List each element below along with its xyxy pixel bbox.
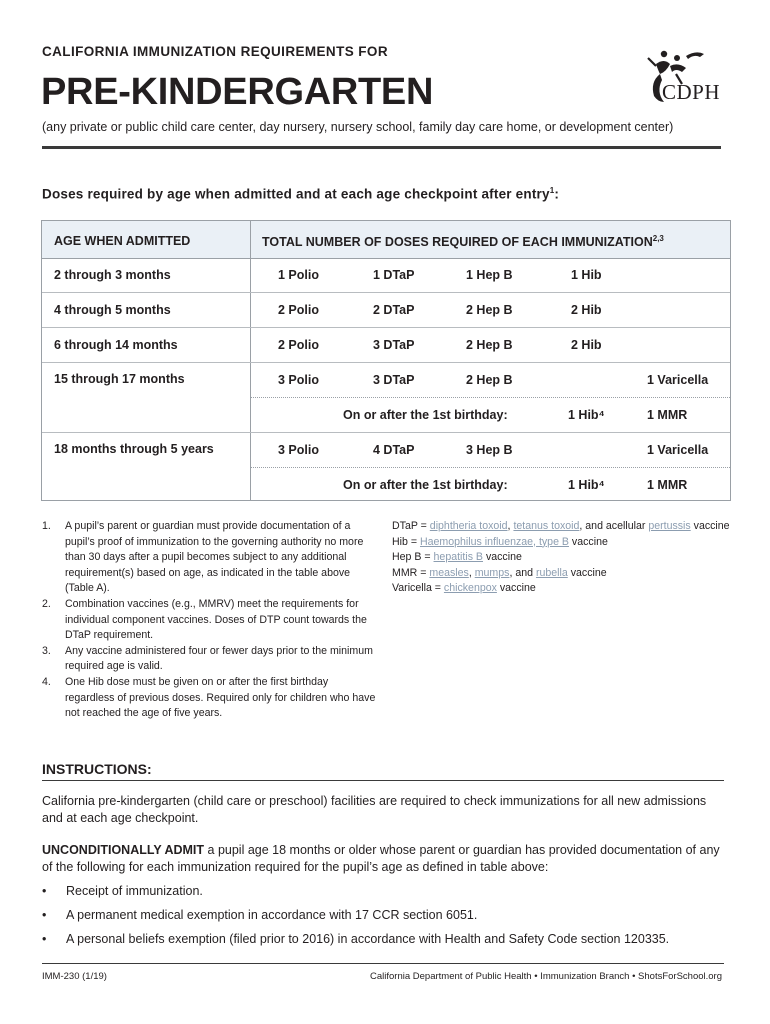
column-header-total-text: TOTAL NUMBER OF DOSES REQUIRED OF EACH IMMUNIZATION	[262, 235, 653, 250]
admit-text: a pupil age 18 months or older whose parent or guardian has provided documentation of any of the following for each immunization required for the pupil’s age as defined in table above:	[42, 843, 720, 874]
footnote-item	[40, 644, 380, 675]
exemption-list	[42, 883, 722, 955]
doses-heading-footnote: 1	[549, 186, 555, 195]
row-age: 6 through 14 months	[54, 338, 178, 352]
logo-wordmark: CDPH	[662, 80, 721, 104]
row-hib: 1 Hib	[571, 268, 602, 282]
doses-heading-colon: :	[554, 186, 560, 202]
definition-suffix: vaccine	[568, 535, 608, 548]
doses-heading	[42, 186, 559, 202]
footnote-item	[40, 519, 380, 597]
list-item-text: A permanent medical exemption in accordance with 17 CCR section 6051.	[66, 908, 478, 922]
link-diphtheria-toxoid[interactable]: diphtheria toxoid	[429, 520, 508, 532]
row-divider	[42, 327, 730, 328]
row-birthday-label: On or after the 1st birthday:	[343, 478, 508, 492]
row-dtap: 3 DTaP	[373, 338, 415, 352]
row-hepb: 1 Hep B	[466, 268, 513, 282]
footnote-number: 4.	[42, 675, 51, 688]
instructions-paragraph: California pre-kindergarten (child care or preschool) facilities are required to check immunizations for all new admissions and at each age checkpoint.	[42, 794, 707, 825]
definition-separator: , and acellular	[579, 520, 649, 532]
row-polio: 1 Polio	[278, 268, 319, 282]
definition-dtap	[392, 519, 732, 535]
row-age: 4 through 5 months	[54, 303, 171, 317]
row-polio: 2 Polio	[278, 303, 319, 317]
footnotes	[40, 519, 380, 722]
column-header-age: AGE WHEN ADMITTED	[54, 234, 191, 248]
row-dtap: 2 DTaP	[373, 303, 415, 317]
row-hib: 2 Hib	[571, 303, 602, 317]
row-varicella: 1 Varicella	[647, 443, 709, 457]
list-item	[42, 883, 722, 907]
definition-suffix: vaccine	[483, 551, 522, 564]
definition-label: Varicella =	[392, 582, 444, 595]
link-hepatitis-b[interactable]: hepatitis B	[433, 551, 483, 564]
row-polio: 3 Polio	[278, 443, 319, 457]
column-divider	[250, 221, 251, 500]
footnote-text: One Hib dose must be given on or after the first birthday regardless of previous doses. Required only for children who have not reached the age of five years.	[65, 675, 376, 720]
footer-credit: California Department of Public Health • Immunization Branch • ShotsForSchool.org	[370, 971, 722, 982]
link-chickenpox[interactable]: chickenpox	[443, 582, 497, 595]
footnote-number: 2.	[42, 597, 51, 610]
admit-paragraph	[42, 842, 728, 876]
row-divider	[42, 362, 730, 363]
definition-suffix: vaccine	[496, 582, 536, 595]
row-mmr: 1 MMR	[647, 478, 688, 492]
definition-suffix: vaccine	[690, 520, 730, 532]
list-item-text: Receipt of immunization.	[66, 884, 203, 898]
row-hepb: 2 Hep B	[466, 338, 513, 352]
footnote-item	[40, 597, 380, 644]
footer-divider	[42, 963, 724, 964]
footnote-number: 3.	[42, 644, 51, 657]
footnote-text: Any vaccine administered four or fewer days prior to the minimum required age is valid.	[65, 644, 373, 673]
list-item	[42, 931, 722, 955]
list-item-text: A personal beliefs exemption (filed prior to 2016) in accordance with Health and Safety Code section 120335.	[66, 932, 670, 946]
definition-mmr	[392, 566, 732, 582]
instructions-heading: INSTRUCTIONS:	[42, 761, 152, 777]
link-measles[interactable]: measles	[429, 566, 469, 579]
row-divider	[42, 292, 730, 293]
row-hib: 2 Hib	[571, 338, 602, 352]
definition-separator: , and	[509, 566, 536, 579]
link-haemophilus-influenzae[interactable]: Haemophilus influenzae, type B	[419, 535, 569, 548]
row-age: 2 through 3 months	[54, 268, 171, 282]
row-divider	[42, 432, 730, 433]
row-age: 18 months through 5 years	[54, 442, 214, 456]
bullet-icon: •	[42, 884, 47, 898]
header-description: (any private or public child care center, day nursery, nursery school, family day care home, or development center)	[42, 120, 674, 134]
row-dtap: 4 DTaP	[373, 443, 415, 457]
link-tetanus-toxoid[interactable]: tetanus toxoid	[513, 520, 580, 532]
bullet-icon: •	[42, 932, 47, 946]
table-header	[42, 221, 730, 259]
row-hepb: 3 Hep B	[466, 443, 513, 457]
definition-label: Hib =	[392, 535, 420, 548]
instructions-divider	[42, 780, 724, 781]
row-birthday-label: On or after the 1st birthday:	[343, 408, 508, 422]
bullet-icon: •	[42, 908, 47, 922]
link-mumps[interactable]: mumps	[474, 566, 510, 579]
definition-varicella	[392, 581, 732, 597]
column-header-footnote: 2,3	[652, 234, 664, 243]
definition-label: DTaP =	[392, 520, 430, 532]
form-number: IMM-230 (1/19)	[42, 971, 107, 982]
link-pertussis[interactable]: pertussis	[648, 520, 691, 532]
definition-label: Hep B =	[392, 551, 434, 564]
footnote-text: A pupil’s parent or guardian must provide documentation of a pupil’s proof of immunization to the governing authority no more than 30 days after a pupil becomes subject to any additional requirement(s) based on age, as indicated in the table above (Table A).	[65, 520, 364, 595]
row-dtap: 3 DTaP	[373, 373, 415, 387]
footnote-text: Combination vaccines (e.g., MMRV) meet the requirements for individual component vaccines. Doses of DTP count towards the DTaP requirement.	[65, 597, 367, 642]
vaccine-definitions	[392, 519, 732, 597]
header-divider	[42, 146, 721, 149]
definition-hib	[392, 535, 732, 551]
column-header-total	[262, 234, 664, 249]
header-subtitle: CALIFORNIA IMMUNIZATION REQUIREMENTS FOR	[42, 44, 388, 59]
footnote-item	[40, 675, 380, 722]
definition-separator: ,	[468, 566, 475, 579]
row-subdivider	[251, 397, 730, 398]
row-varicella: 1 Varicella	[647, 373, 709, 387]
row-polio: 3 Polio	[278, 373, 319, 387]
row-polio: 2 Polio	[278, 338, 319, 352]
row-dtap: 1 DTaP	[373, 268, 415, 282]
immunization-table	[41, 220, 731, 501]
definition-hepb	[392, 550, 732, 566]
list-item	[42, 907, 722, 931]
admit-emphasis: UNCONDITIONALLY ADMIT	[42, 843, 205, 857]
definition-separator: ,	[507, 520, 514, 532]
row-age: 15 through 17 months	[54, 372, 185, 386]
row-hepb: 2 Hep B	[466, 373, 513, 387]
row-hib: 1 Hib⁴	[568, 408, 605, 422]
page-title: PRE-KINDERGARTEN	[41, 71, 434, 113]
row-hepb: 2 Hep B	[466, 303, 513, 317]
doses-heading-text: Doses required by age when admitted and at each age checkpoint after entry	[42, 186, 550, 202]
row-hib: 1 Hib⁴	[568, 478, 605, 492]
link-rubella[interactable]: rubella	[535, 566, 568, 579]
footnote-number: 1.	[42, 520, 51, 532]
row-mmr: 1 MMR	[647, 408, 688, 422]
definition-label: MMR =	[392, 566, 430, 579]
definition-suffix: vaccine	[567, 566, 607, 579]
row-subdivider	[251, 467, 730, 468]
